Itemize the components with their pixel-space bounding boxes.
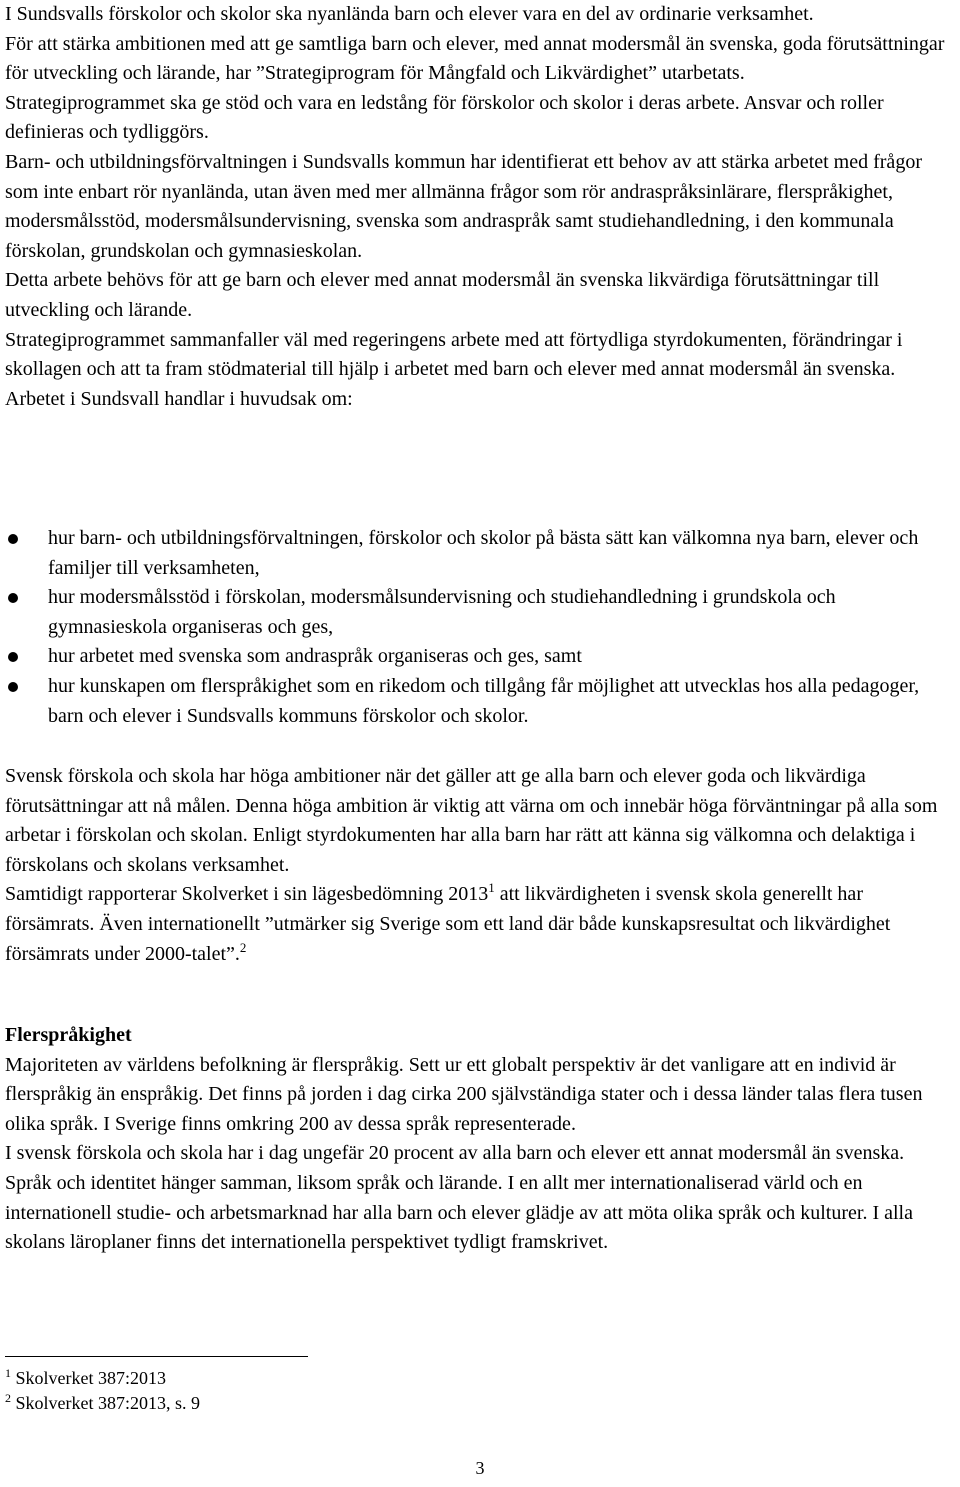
footnote-ref[interactable]: 2 <box>239 939 247 955</box>
ambition-section <box>5 762 953 969</box>
list-item: hur modersmålsstöd i förskolan, modersmålsundervisning och studiehandledning i grundskola och gymnasieskola organiseras och ges, <box>5 583 953 642</box>
focus-bullet-list <box>5 524 953 731</box>
list-item: hur barn- och utbildningsförvaltningen, förskolor och skolor på bästa sätt kan välkomna nya barn, elever och familjer till verksamheten, <box>5 524 953 583</box>
bullet-icon <box>8 652 18 662</box>
intro-paragraph: Detta arbete behövs för att ge barn och elever med annat modersmål än svenska likvärdiga förutsättningar till utveckling och lärande. <box>5 269 880 321</box>
intro-paragraph: För att stärka ambitionen med att ge samtliga barn och elever, med annat modersmål än svenska, goda förutsättningar för utveckling och lärande, har ”Strategiprogram för Mångfald och Likvärdighet” utarbetats. <box>5 32 945 85</box>
section-paragraph: I svensk förskola och skola har i dag ungefär 20 procent av alla barn och elever ett annat modersmål än svenska. Språk och identitet hänger samman, liksom språk och lärande. I en allt mer internationaliserad värld och en internationell studie- och arbetsmarknad har alla barn och elever glädje av att möta olika språk och kulturer. I alla skolans läroplaner finns det internationella perspektivet tydligt framskrivet. <box>5 1142 913 1254</box>
intro-paragraph: Strategiprogrammet ska ge stöd och vara en ledstång för förskolor och skolor i deras arbete. Ansvar och roller definieras och tydliggörs. <box>5 91 884 144</box>
flersprakighet-section <box>5 1021 953 1258</box>
footnote-ref[interactable]: 1 <box>488 880 495 896</box>
bullet-icon <box>8 682 18 692</box>
footnote-divider <box>5 1356 308 1357</box>
section-paragraph: Majoriteten av världens befolkning är flerspråkig. Sett ur ett globalt perspektiv är det vanligare att en individ är flerspråkig än enspråkig. Det finns på jorden i dag cirka 200 självständiga stater och i dessa länder talas flera tusen olika språk. I Sverige finns omkring 200 av dessa språk representerade. <box>5 1053 923 1135</box>
footnote: $^1$ Skolverket 387:2013 <box>5 1366 166 1388</box>
intro-section <box>5 0 953 414</box>
ambition-paragraph: Svensk förskola och skola har höga ambitioner när det gäller att ge alla barn och elever goda och likvärdiga förutsättningar att nå målen. Denna höga ambition är viktig att värna om och innebär höga förväntningar på alla som arbetar i förskolan och skolan. Enligt styrdokumenten har alla barn har rätt att känna sig välkomna och delaktiga i förskolans och skolans verksamhet. <box>5 765 938 876</box>
skolverket-paragraph: Samtidigt rapporterar Skolverket i sin lägesbedömning 2013$^1$ att likvärdigheten i svensk skola generellt har försämrats. Även internationellt ”utmärker sig Sverige som ett land där både kunskapsresultat och likvärdighet försämrats under 2000-talet”.$^2$ <box>5 880 891 965</box>
intro-paragraph: Barn- och utbildningsförvaltningen i Sundsvalls kommun har identifierat ett behov av att stärka arbetet med frågor som inte enbart rör nyanlända, utan även med mer allmänna frågor som rör andraspråksinlärare, flerspråkighet, modersmålsstöd, modersmålsundervisning, svenska som andraspråk samt studiehandledning, i den kommunala förskolan, grundskolan och gymnasieskolan. <box>5 150 922 262</box>
intro-paragraph: Arbetet i Sundsvall handlar i huvudsak om: <box>5 387 353 410</box>
list-item: hur kunskapen om flerspråkighet som en rikedom och tillgång får möjlighet att utvecklas hos alla pedagoger, barn och elever i Sundsvalls kommuns förskolor och skolor. <box>5 672 953 731</box>
intro-paragraph: I Sundsvalls förskolor och skolor ska nyanlända barn och elever vara en del av ordinarie verksamhet. <box>5 3 814 25</box>
intro-paragraph: Strategiprogrammet sammanfaller väl med regeringens arbete med att förtydliga styrdokumenten, förändringar i skollagen och att ta fram stödmaterial till hjälp i arbetet med barn och elever med annat modersmål än svenska. <box>5 328 903 381</box>
bullet-icon <box>8 534 18 544</box>
list-item: hur arbetet med svenska som andraspråk organiseras och ges, samt <box>5 642 953 672</box>
bullet-icon <box>8 593 18 603</box>
section-heading: Flerspråkighet <box>5 1024 132 1046</box>
footnote: $^2$ Skolverket 387:2013, s. 9 <box>5 1391 200 1413</box>
page-number: 3 <box>475 1458 485 1478</box>
